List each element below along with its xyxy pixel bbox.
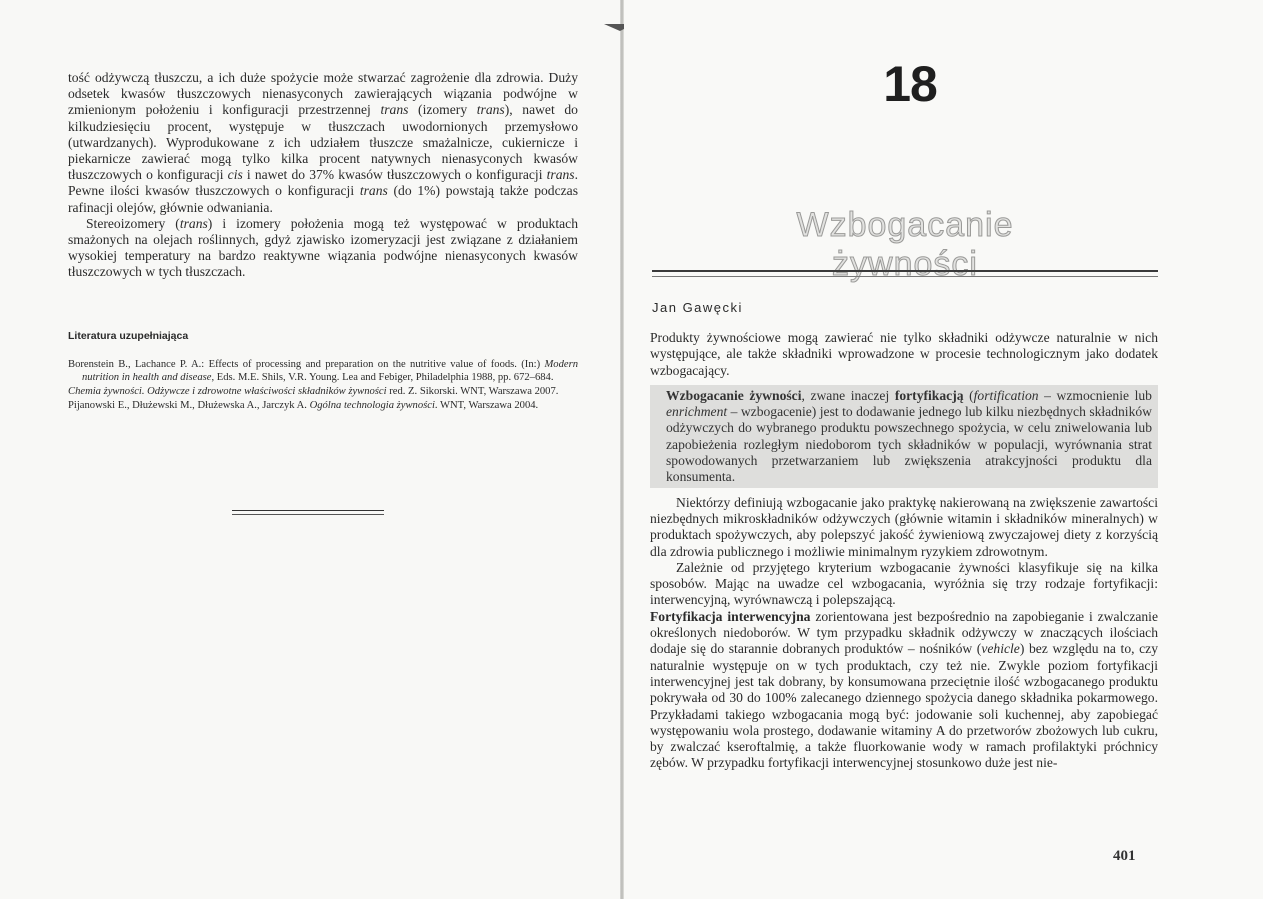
references-list	[68, 358, 578, 413]
reference-item: Borenstein B., Lachance P. A.: Effects of processing and preparation on the nutritive value of foods. (In:) Modern nutrition in health and disease, Eds. M.E. Shils, V.R. Young. Lea and Febiger, Philadelphia 1988, pp. 672–684.	[68, 359, 578, 383]
right-paragraph-2: Niektórzy definiują wzbogacanie jako praktykę nakierowaną na zwiększenie zawartości niezbędnych mikroskładników odżywczych (głównie witamin i składników mineralnych) w produktach spożywczych, aby polepszyć jakość żywieniową zwyczajowej diety z korzyścią dla zdrowia publicznego i możliwie minimalnym ryzykiem zdrowotnym.	[650, 494, 1158, 559]
chapter-title-rule	[652, 270, 1158, 277]
left-page-body	[68, 70, 578, 281]
right-page-body	[650, 330, 1158, 772]
left-paragraph-2: Stereoizomery (trans) i izomery położenia mogą też występować w produktach smażonych na olejach roślinnych, gdyż zjawisko izomeryzacji jest związane z działaniem wysokiej temperatury na bardzo reaktywne wiązania podwójne nienasyconych kwasów tłuszczowych w tych tłuszczach.	[68, 215, 578, 280]
reference-item: Pijanowski E., Dłużewski M., Dłużewska A., Jarczyk A. Ogólna technologia żywności. WNT, Warszawa 2004.	[68, 400, 539, 411]
definition-box: Wzbogacanie żywności, zwane inaczej fortyfikacją (fortification – wzmocnienie lub enrichment – wzbogacenie) jest to dodawanie jednego lub kilku niezbędnych składników odżywczych do wybranego produktu powszechnego spożycia, w celu zniwelowania lub zapobieżenia rozległym niedoborom tych składników w populacji, wyrównania strat spowodowanych przetwarzaniem lub zwiększenia atrakcyjności produktu dla konsumenta.	[650, 385, 1158, 488]
page-number: 401	[1113, 848, 1136, 864]
right-paragraph-4: Fortyfikacja interwencyjna zorientowana jest bezpośrednio na zapobieganie i zwalczanie określonych niedoborów. W tym przypadku składnik odżywczy w znaczących ilościach dodaje się do starannie dobranych produktów – nośników (vehicle) bez względu na to, czy naturalnie występuje on w tych produktach, czy też nie. Zwykle poziom fortyfikacji interwencyjnej jest tak dobrany, by konsumowana przeciętnie ilość wzbogacanego produktu pokrywała od 30 do 100% zalecanego dziennego spożycia danego składnika pokarmowego. Przykładami takiego wzbogacania mogą być: jodowanie soli kuchennej, aby zapobiegać występowaniu wola prostego, dodawanie witaminy A do przetworów zbożowych lub cukru, by zwalczać kseroftalmię, a także fluorkowanie wody w ramach profilaktyki próchnicy zębów. W przypadku fortyfikacji interwencyjnej stosunkowo duże jest nie-	[650, 608, 1158, 771]
chapter-number: 18	[883, 56, 937, 112]
reference-item: Chemia żywności. Odżywcze i zdrowotne właściwości składników żywności red. Z. Sikorski. WNT, Warszawa 2007.	[68, 386, 559, 397]
references-heading: Literatura uzupełniająca	[68, 330, 189, 342]
intro-paragraph: Produkty żywnościowe mogą zawierać nie tylko składniki odżywcze naturalnie w nich występujące, ale także składniki wprowadzone w procesie technologicznym jako dodatek wzbogacający.	[650, 330, 1158, 378]
chapter-author: Jan Gawęcki	[652, 300, 743, 315]
chapter-title: Wzbogacanie żywności	[796, 206, 1014, 283]
left-paragraph-1: tość odżywczą tłuszczu, a ich duże spożycie może stwarzać zagrożenie dla zdrowia. Duży odsetek kwasów tłuszczowych nienasyconych zawierających wiązania podwójne w zmienionym położeniu i konfiguracji przestrzennej trans (izomery trans), nawet do kilkudziesięciu procent, występuje w tłuszczach uwodornionych przemysłowo (utwardzanych). Wyprodukowane z ich udziałem tłuszcze smażalnicze, cukiernicze i piekarnicze zawierać mogą tylko kilka procent natywnych nienasyconych kwasów tłuszczowych o konfiguracji cis i nawet do 37% kwasów tłuszczowych o konfiguracji trans. Pewne ilości kwasów tłuszczowych o konfiguracji trans (do 1%) powstają także podczas rafinacji olejów, głównie odwaniania.	[68, 70, 578, 215]
right-paragraph-3: Zależnie od przyjętego kryterium wzbogacanie żywności klasyfikuje się na kilka sposobów. Mając na uwadze cel wzbogacania, wyróżnia się trzy rodzaje fortyfikacji: interwencyjną, wyrównawczą i polepszającą.	[650, 559, 1158, 608]
section-end-rule	[232, 510, 384, 515]
